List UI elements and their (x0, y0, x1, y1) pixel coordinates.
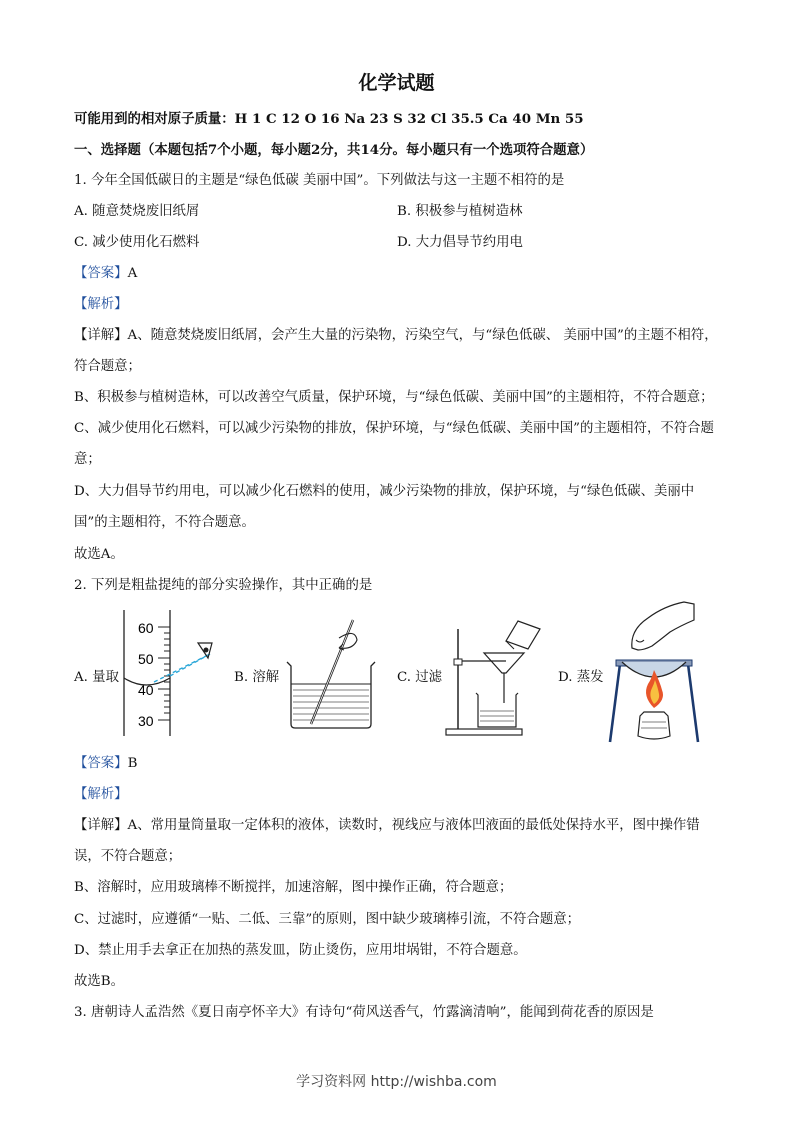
q1-detail-c: C、减少使用化石燃料，可以减少污染物的排放，保护环境，与“绿色低碳、美丽中国”的主题相符，不符合题意； (74, 421, 714, 467)
fig-a-label: A. 量取 (74, 670, 119, 685)
figure-a-measuring-cylinder (118, 610, 228, 740)
q1-conclusion: 故选A。 (74, 547, 124, 562)
figure-b-beaker-stirring (283, 612, 383, 730)
q2-analysis-tag: 【解析】 (74, 787, 128, 802)
q2-answer (74, 755, 137, 773)
q2-answer-tag: 【答案】 (74, 756, 128, 771)
figure-d-evaporation (608, 600, 700, 748)
tick-label: 60 (138, 620, 154, 636)
fig-b-label: B. 溶解 (234, 670, 280, 685)
q3-stem: 3. 唐朝诗人孟浩然《夏日南亭怀辛大》有诗句“荷风送香气，竹露滴清响”，能闻到荷花香的原因是 (74, 1005, 654, 1020)
q1-option-a: A. 随意焚烧废旧纸屑 (74, 204, 200, 219)
q2-detail-c: C、过滤时，应遵循“一贴、二低、三靠”的原则，图中缺少玻璃棒引流，不符合题意； (74, 912, 580, 927)
tick-label: 30 (138, 713, 154, 729)
q2-detail-a: 【详解】A、常用量筒量取一定体积的液体，读数时，视线应与液体凹液面的最低处保持水平，图中操作错误，不符合题意； (74, 818, 700, 864)
q1-detail-b: B、积极参与植树造林，可以改善空气质量，保护环境，与“绿色低碳、美丽中国”的主题相符，不符合题意； (74, 390, 714, 405)
q1-option-b: B. 积极参与植树造林 (397, 204, 523, 219)
q1-answer (74, 265, 137, 283)
q1-analysis-tag: 【解析】 (74, 297, 128, 312)
q2-answer-value: B (127, 756, 138, 771)
tick-label: 40 (138, 682, 154, 698)
fig-c-label: C. 过滤 (397, 670, 443, 685)
page-title: 化学试题 (358, 72, 435, 94)
atomic-mass-line: 可能用到的相对原子质量：H 1 C 12 O 16 Na 23 S 32 Cl 35.5 Ca 40 Mn 55 (74, 111, 584, 127)
q1-detail-a: 【详解】A、随意焚烧废旧纸屑，会产生大量的污染物，污染空气，与“绿色低碳、 美丽中国”的主题不相符，符合题意； (74, 328, 718, 374)
tick-label: 50 (138, 651, 154, 667)
q1-answer-tag: 【答案】 (74, 266, 128, 281)
q2-detail-b: B、溶解时，应用玻璃棒不断搅拌，加速溶解，图中操作正确，符合题意； (74, 880, 513, 895)
section1-heading: 一、选择题（本题包括7个小题，每小题2分，共14分。每小题只有一个选项符合题意） (74, 142, 594, 158)
footer-watermark: 学习资料网 http://wishba.com (296, 1074, 497, 1090)
q2-detail-d: D、禁止用手去拿正在加热的蒸发皿，防止烫伤，应用坩埚钳，不符合题意。 (74, 943, 527, 958)
figure-c-filtration (442, 615, 542, 740)
q2-stem: 2. 下列是粗盐提纯的部分实验操作，其中正确的是 (74, 578, 373, 593)
q1-option-d: D. 大力倡导节约用电 (397, 235, 523, 250)
q1-answer-value: A (127, 266, 138, 281)
q1-stem: 1. 今年全国低碳日的主题是“绿色低碳 美丽中国”。下列做法与这一主题不相符的是 (74, 173, 565, 188)
q1-option-c: C. 减少使用化石燃料 (74, 235, 200, 250)
fig-d-label: D. 蒸发 (558, 670, 604, 685)
q1-detail-d: D、大力倡导节约用电，可以减少化石燃料的使用，减少污染物的排放，保护环境，与“绿色低碳、美丽中国”的主题相符，不符合题意。 (74, 484, 695, 530)
q2-conclusion: 故选B。 (74, 974, 125, 989)
